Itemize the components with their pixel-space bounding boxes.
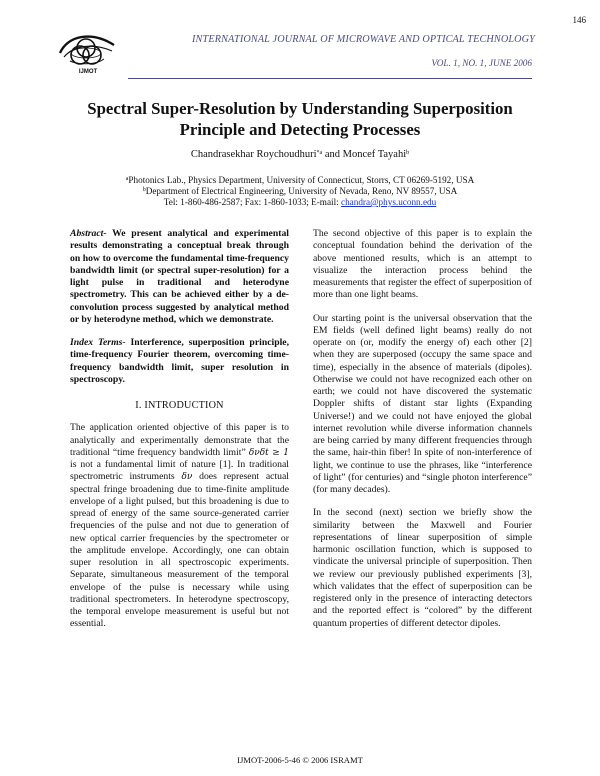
logo-emblem-icon xyxy=(60,37,114,64)
index-terms-label: Index Terms- xyxy=(70,337,126,348)
affiliation-b xyxy=(40,186,560,196)
affiliation-a-text: Photonics Lab., Physics Department, University of Connecticut, Storrs, CT 06269-5192, USA xyxy=(128,175,475,185)
author-1-marker: *a xyxy=(316,150,323,156)
title-line-2: Principle and Detecting Processes xyxy=(179,120,421,139)
volume-info: VOL. 1, NO. 1, JUNE 2006 xyxy=(431,58,532,68)
page-footer: IJMOT-2006-5-46 © 2006 ISRAMT xyxy=(237,755,363,765)
intro-paragraph-4: In the second (next) section we briefly show the similarity between the Maxwell and Fourier representations of linear superposition of simple harmonic oscillation function, which is supposed to vindicate the universal principle of superposition. Then we review our previously published experiments [3], which validates that the effect of superposition can be registered only in the presence of interacting detectors and the reported effect is “colored” by the different quantum properties of different detector dipoles. xyxy=(313,507,532,629)
affiliation-b-text: Department of Electrical Engineering, University of Nevada, Reno, NV 89557, USA xyxy=(145,186,458,196)
author-2-marker: b xyxy=(406,150,410,156)
abstract xyxy=(70,228,289,326)
affiliation-a-marker: a xyxy=(125,176,129,182)
author-1: Chandrasekhar Roychoudhuri xyxy=(190,149,317,160)
abstract-text: We present analytical and experimental results demonstrating a conceptual break through on how to overcome the fundamental time-frequency bandwidth limit (or spectral super-resolution) for a light pulse in traditional and heterodyne spectrometry. This can be achieved either by a de-convolution process suggested by analytical method or by heterodyne method, which we demonstrate. xyxy=(70,228,289,325)
paper-title xyxy=(40,98,560,140)
email-link[interactable]: chandra@phys.uconn.edu xyxy=(341,197,437,207)
author-2: Moncef Tayahi xyxy=(342,149,407,160)
author-conjunction: and xyxy=(322,149,343,160)
left-column xyxy=(70,228,289,631)
delta-nu-symbol: δν xyxy=(181,472,193,483)
intro-paragraph-1 xyxy=(70,422,289,630)
page-number: 146 xyxy=(572,15,586,25)
intro-paragraph-3: Our starting point is the universal observation that the EM fields (well defined light beams) really do not operate on (or, modify the energy of) each other [2] when they are superposed (occupy the same space and time), especially in the absence of materials (dipoles). Otherwise we could not have recognized each other on earth; we could not have discovered the systematic Doppler shifts of distant star lights (Expanding Universe!) and we could not have enjoyed the global internet revolution while diverse information channels are being carried by many different frequencies through the same, hair-thin fiber! In spite of non-interference of light, we continue to use the phrases, like “interference of light” (for centuries) and “single photon interference” (for many decades). xyxy=(313,312,532,495)
journal-logo xyxy=(58,31,116,75)
affiliation-b-marker: b xyxy=(142,187,146,193)
intro-p1-part-b: is not a fundamental limit of nature [1]. In traditional spectrometric instruments xyxy=(70,459,289,483)
contact-text: Tel: 1-860-486-2587; Fax: 1-860-1033; E-mail: xyxy=(163,197,341,207)
bandwidth-limit-equation: δνδt ≥ 1 xyxy=(248,447,290,458)
logo-text: IJMOT xyxy=(78,69,98,75)
index-terms xyxy=(70,337,289,386)
abstract-label: Abstract- xyxy=(70,228,107,239)
intro-paragraph-2: The second objective of this paper is to explain the conceptual foundation behind the derivation of the above mentioned results, which is an attempt to visualize the interaction process behind the measurements that register the effect of superposition of more than one light beams. xyxy=(313,228,532,301)
index-terms-text: Interference, superposition principle, time-frequency Fourier theorem, overcoming time-frequency bandwidth limit, super resolution in spectroscopy. xyxy=(70,337,289,385)
header-rule xyxy=(128,78,532,79)
affiliation-a xyxy=(40,175,560,185)
journal-name: INTERNATIONAL JOURNAL OF MICROWAVE AND OPTICAL TECHNOLOGY xyxy=(192,34,535,45)
author-list xyxy=(40,149,560,160)
right-column xyxy=(313,228,532,630)
contact-info xyxy=(40,197,560,207)
intro-p1-part-a: The application oriented objective of this paper is to analytically and experimentally demonstrate that the traditional “time frequency bandwidth limit” xyxy=(70,422,289,458)
intro-p1-part-c: does represent actual spectral fringe broadening due to time-finite amplitude envelope of a light pulsed, but this broadening is due to spread of energy of the same source-generated carrier frequencies of the pulse and not due to generation of new optical carrier frequencies by the spectrometer or the amplitude envelope. Accordingly, one can obtain super resolution in all spectroscopic experiments. Separate, simultaneous measurement of the temporal envelope of the pulse is necessary while using traditional spectrometers. In heterodyne spectroscopy, the temporal envelope measurement is useful but not essential. xyxy=(70,471,289,630)
section-heading-introduction: I. INTRODUCTION xyxy=(135,400,224,411)
title-line-1: Spectral Super-Resolution by Understanding Superposition xyxy=(87,99,513,118)
